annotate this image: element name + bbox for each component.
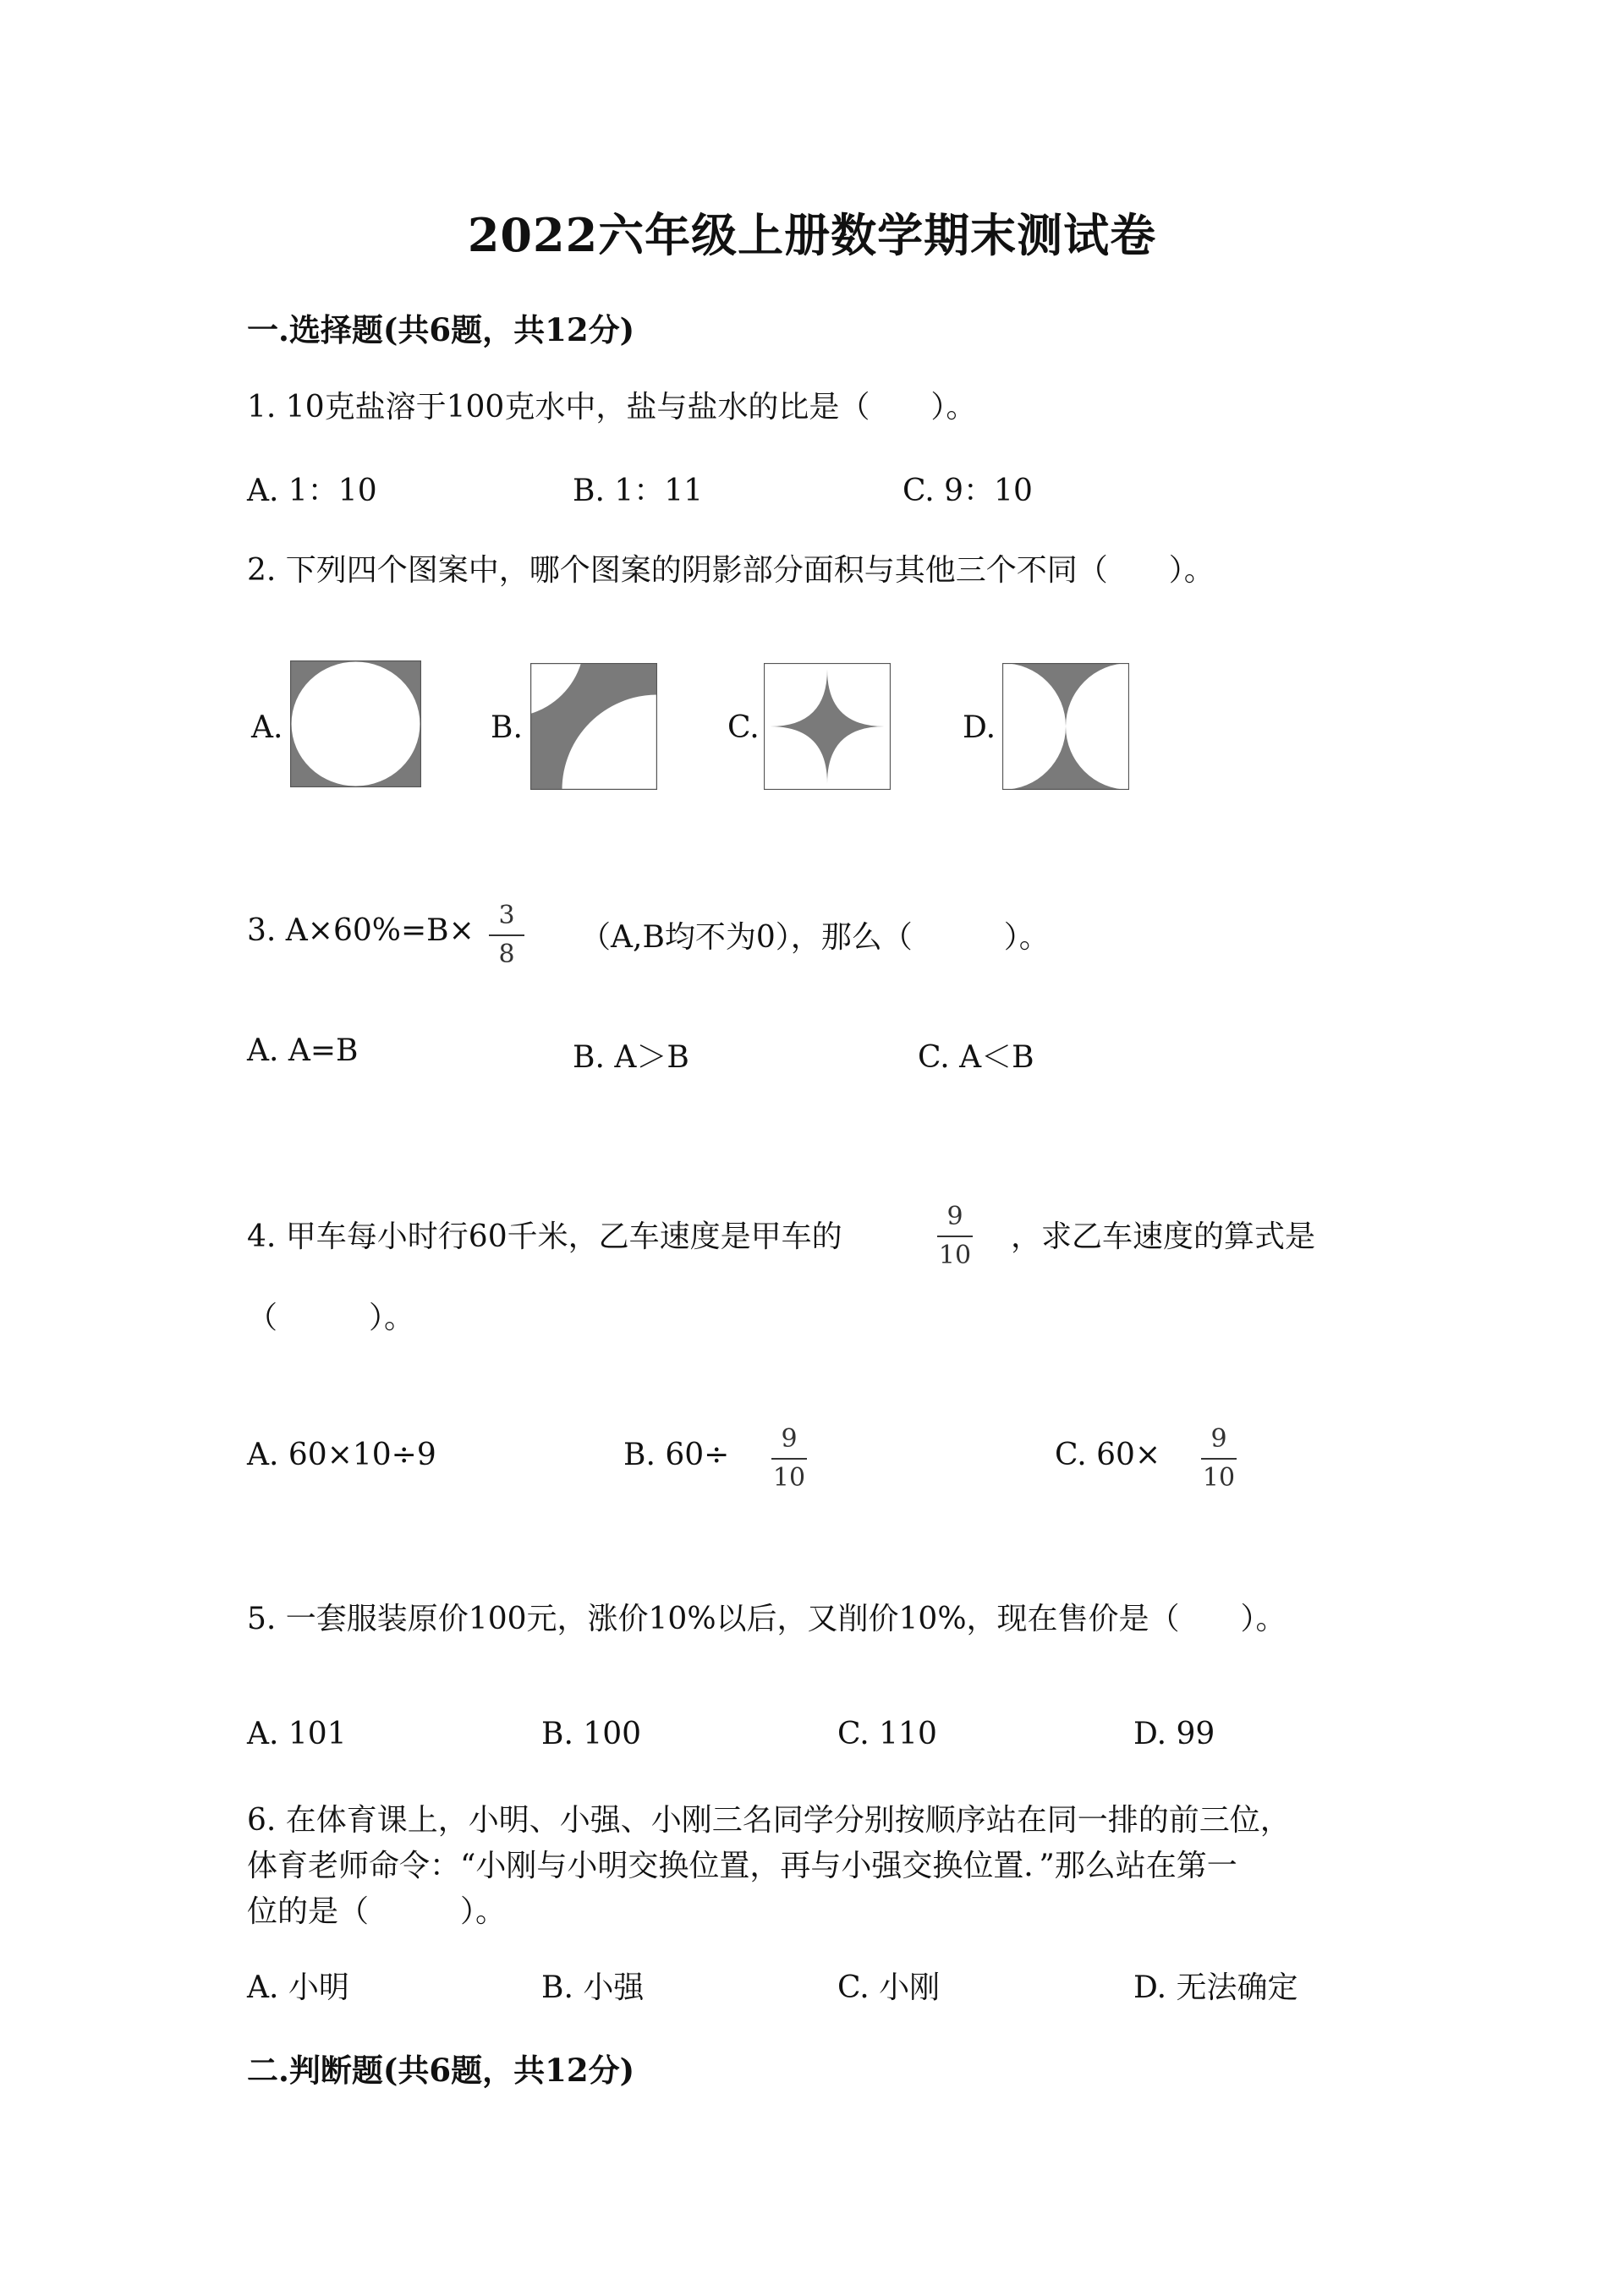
q4-option-a[interactable]: A. 60×10÷9 (247, 1438, 436, 1472)
q1-option-b[interactable]: B. 1：11 (573, 474, 704, 508)
figure-label-d: D. (963, 710, 996, 745)
figure-label-c: C. (727, 710, 760, 745)
q5-option-c[interactable]: C. 110 (837, 1717, 937, 1751)
question-3-prefix: 3. A×60%=B× (247, 913, 475, 948)
fraction-bar (771, 1458, 807, 1460)
figure-label-a: A. (251, 710, 283, 745)
question-4-prefix: 4. 甲车每小时行60千米，乙车速度是甲车的 (247, 1219, 842, 1254)
question-6-line1: 6. 在体育课上，小明、小强、小刚三名同学分别按顺序站在同一排的前三位， (247, 1803, 1291, 1838)
q5-option-a[interactable]: A. 101 (247, 1717, 347, 1751)
fraction-bar (1201, 1458, 1237, 1460)
section-heading-choice: 一.选择题(共6题，共12分) (247, 311, 635, 348)
question-1: 1. 10克盐溶于100克水中，盐与盐水的比是（ ）。 (247, 390, 977, 425)
q4-option-c-denominator: 10 (1202, 1463, 1236, 1493)
fraction-bar (489, 934, 524, 936)
figure-b-square-arcs[interactable] (530, 663, 657, 790)
page-title: 2022六年级上册数学期末测试卷 (467, 208, 1157, 262)
q1-option-c[interactable]: C. 9：10 (903, 474, 1033, 508)
question-5: 5. 一套服装原价100元，涨价10%以后，又削价10%，现在售价是（ ）。 (247, 1602, 1287, 1636)
figure-a-square-circle[interactable] (290, 660, 421, 787)
q6-option-d[interactable]: D. 无法确定 (1133, 1970, 1298, 2005)
figure-label-b: B. (491, 710, 523, 745)
q4-option-c-numerator: 9 (1210, 1424, 1227, 1454)
question-2: 2. 下列四个图案中，哪个图案的阴影部分面积与其他三个不同（ ）。 (247, 553, 1215, 588)
q4-option-c-fraction (1201, 1424, 1237, 1493)
q4-option-b[interactable]: B. 60÷ (623, 1438, 730, 1472)
question-6-line3: 位的是（ ）。 (247, 1894, 507, 1929)
q5-option-d[interactable]: D. 99 (1133, 1717, 1215, 1751)
q4-option-b-denominator: 10 (772, 1463, 806, 1493)
q1-option-a[interactable]: A. 1：10 (247, 474, 377, 508)
question-6-line2: 体育老师命令：“小刚与小明交换位置，再与小强交换位置．”那么站在第一 (247, 1849, 1237, 1883)
q3-option-a[interactable]: A. A=B (247, 1033, 359, 1068)
section-heading-true-false: 二.判断题(共6题，共12分) (247, 2052, 635, 2089)
q3-fraction-numerator: 3 (498, 901, 515, 930)
q4-fraction (937, 1204, 973, 1269)
fraction-bar (937, 1236, 973, 1237)
q3-fraction-denominator: 8 (498, 940, 515, 969)
figure-d-square-semicircles[interactable] (1002, 663, 1129, 790)
q3-option-b[interactable]: B. A＞B (573, 1040, 689, 1075)
question-4-line2: （ ）。 (247, 1301, 415, 1335)
question-4-suffix: ，求乙车速度的算式是 (1011, 1219, 1316, 1254)
q3-fraction (489, 903, 524, 967)
q6-option-c[interactable]: C. 小刚 (837, 1970, 941, 2005)
q4-fraction-numerator: 9 (946, 1202, 963, 1231)
q4-fraction-denominator: 10 (938, 1241, 972, 1270)
q6-option-a[interactable]: A. 小明 (247, 1970, 349, 2005)
q5-option-b[interactable]: B. 100 (541, 1717, 642, 1751)
question-3-suffix: （A,B均不为0），那么（ ）。 (580, 920, 1050, 955)
q6-option-b[interactable]: B. 小强 (541, 1970, 645, 2005)
q4-option-b-numerator: 9 (781, 1424, 798, 1454)
figure-c-square-star[interactable] (764, 663, 891, 790)
q4-option-c[interactable]: C. 60× (1055, 1438, 1161, 1472)
q4-option-b-fraction (771, 1424, 807, 1493)
q3-option-c[interactable]: C. A＜B (918, 1040, 1034, 1075)
